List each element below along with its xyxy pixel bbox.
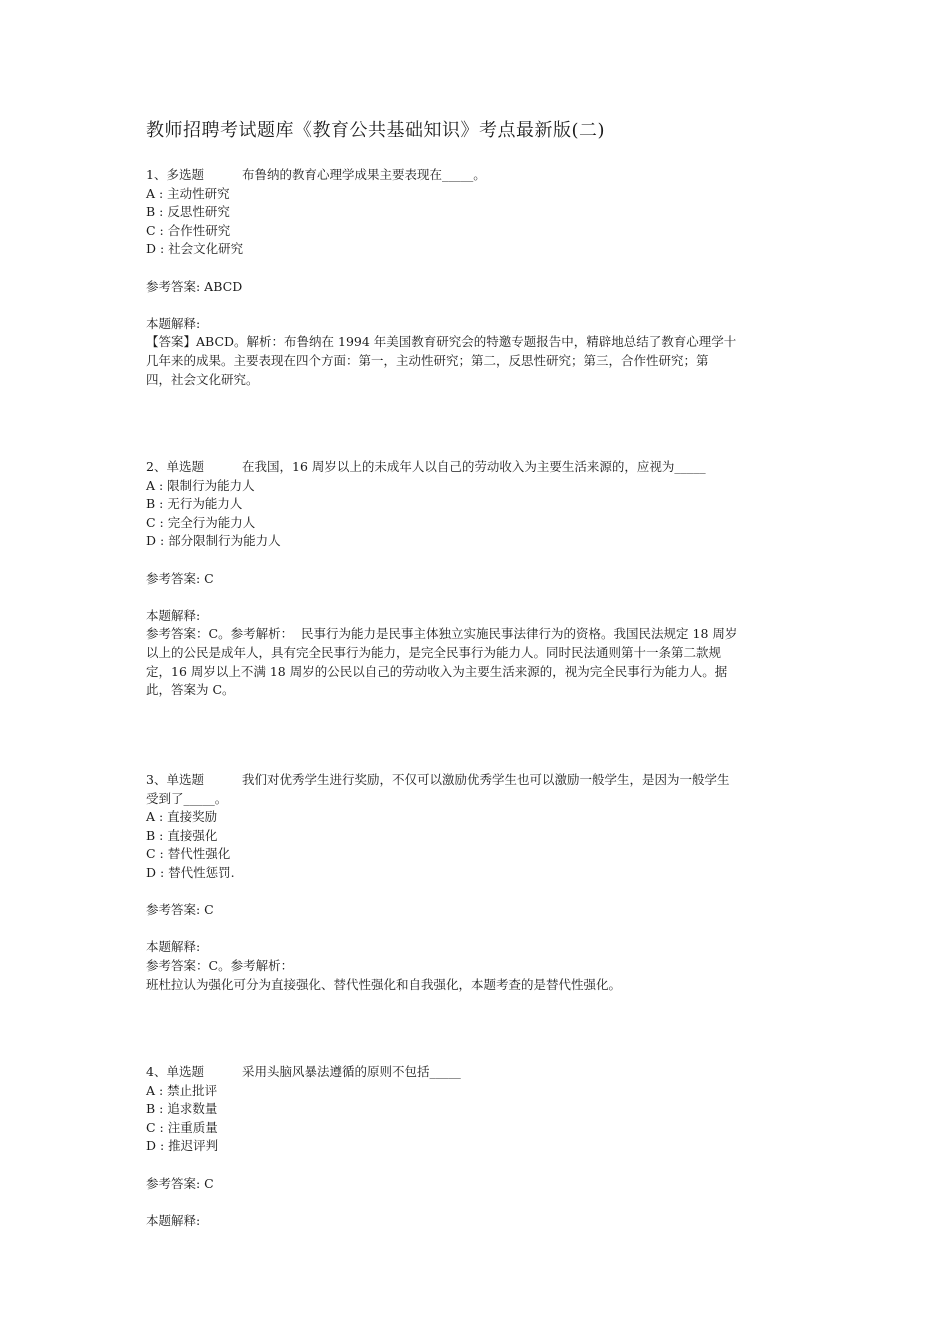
explanation-line: 以上的公民是成年人，具有完全民事行为能力，是完全民事行为能力人。同时民法通则第十一条第二款规 [146, 644, 722, 660]
question-number: 3、单选题 [146, 772, 204, 787]
option-a: A : 禁止批评 [146, 1082, 218, 1098]
question-header [146, 458, 806, 477]
question-header [146, 166, 806, 185]
explanation-line: 参考答案：C。参考解析： [146, 957, 294, 973]
explanation-line: 此，答案为 C。 [146, 682, 235, 698]
option-d: D : 替代性惩罚. [146, 864, 235, 880]
question-1 [146, 166, 806, 389]
reference-answer: 参考答案: C [146, 902, 214, 918]
option-d: D : 部分限制行为能力人 [146, 533, 281, 549]
question-number: 1、多选题 [146, 167, 204, 182]
explanation-label: 本题解释: [146, 939, 201, 955]
option-a: A : 限制行为能力人 [146, 477, 255, 493]
option-b: B : 直接强化 [146, 827, 218, 843]
question-number: 4、单选题 [146, 1064, 204, 1079]
reference-answer: 参考答案: C [146, 1175, 214, 1191]
explanation-label: 本题解释: [146, 607, 201, 623]
option-c: C : 替代性强化 [146, 846, 231, 862]
question-2 [146, 458, 806, 700]
question-stem-continued: 受到了_____。 [146, 790, 228, 806]
option-a: A : 主动性研究 [146, 185, 230, 201]
question-3 [146, 771, 806, 994]
option-c: C : 合作性研究 [146, 222, 231, 238]
question-header [146, 771, 806, 790]
question-number: 2、单选题 [146, 459, 204, 474]
option-b: B : 无行为能力人 [146, 496, 243, 512]
reference-answer: 参考答案: C [146, 570, 214, 586]
question-stem: 在我国，16 周岁以上的未成年人以自己的劳动收入为主要生活来源的，应视为_____ [242, 459, 706, 474]
option-d: D : 社会文化研究 [146, 241, 244, 257]
option-d: D : 推迟评判 [146, 1138, 219, 1154]
page-title: 教师招聘考试题库《教育公共基础知识》考点最新版(二) [146, 120, 606, 141]
question-stem: 布鲁纳的教育心理学成果主要表现在_____。 [242, 167, 486, 182]
explanation-line: 四，社会文化研究。 [146, 371, 259, 387]
option-c: C : 完全行为能力人 [146, 514, 256, 530]
explanation-line: 班杜拉认为强化可分为直接强化、替代性强化和自我强化，本题考查的是替代性强化。 [146, 976, 622, 992]
option-b: B : 追求数量 [146, 1101, 218, 1117]
explanation-line: 定，16 周岁以上不满 18 周岁的公民以自己的劳动收入为主要生活来源的，视为完全民事行为能力人。据 [146, 663, 728, 679]
question-stem: 采用头脑风暴法遵循的原则不包括_____ [242, 1064, 461, 1079]
option-a: A : 直接奖励 [146, 809, 218, 825]
question-header [146, 1063, 806, 1082]
option-c: C : 注重质量 [146, 1119, 218, 1135]
question-stem: 我们对优秀学生进行奖励，不仅可以激励优秀学生也可以激励一般学生，是因为一般学生 [242, 772, 730, 787]
explanation-label: 本题解释: [146, 315, 201, 331]
question-4 [146, 1063, 806, 1230]
option-b: B : 反思性研究 [146, 204, 230, 220]
explanation-label: 本题解释: [146, 1212, 201, 1228]
explanation-line: 【答案】ABCD。解析：布鲁纳在 1994 年美国教育研究会的特邀专题报告中，精辟地总结了教育心理学十 [146, 334, 737, 350]
explanation-line: 几年来的成果。主要表现在四个方面：第一，主动性研究；第二，反思性研究；第三，合作性研究；第 [146, 352, 709, 368]
explanation-line: 参考答案：C。参考解析： 民事行为能力是民事主体独立实施民事法律行为的资格。我国民法规定 18 周岁 [146, 626, 738, 642]
reference-answer: 参考答案: ABCD [146, 278, 243, 294]
